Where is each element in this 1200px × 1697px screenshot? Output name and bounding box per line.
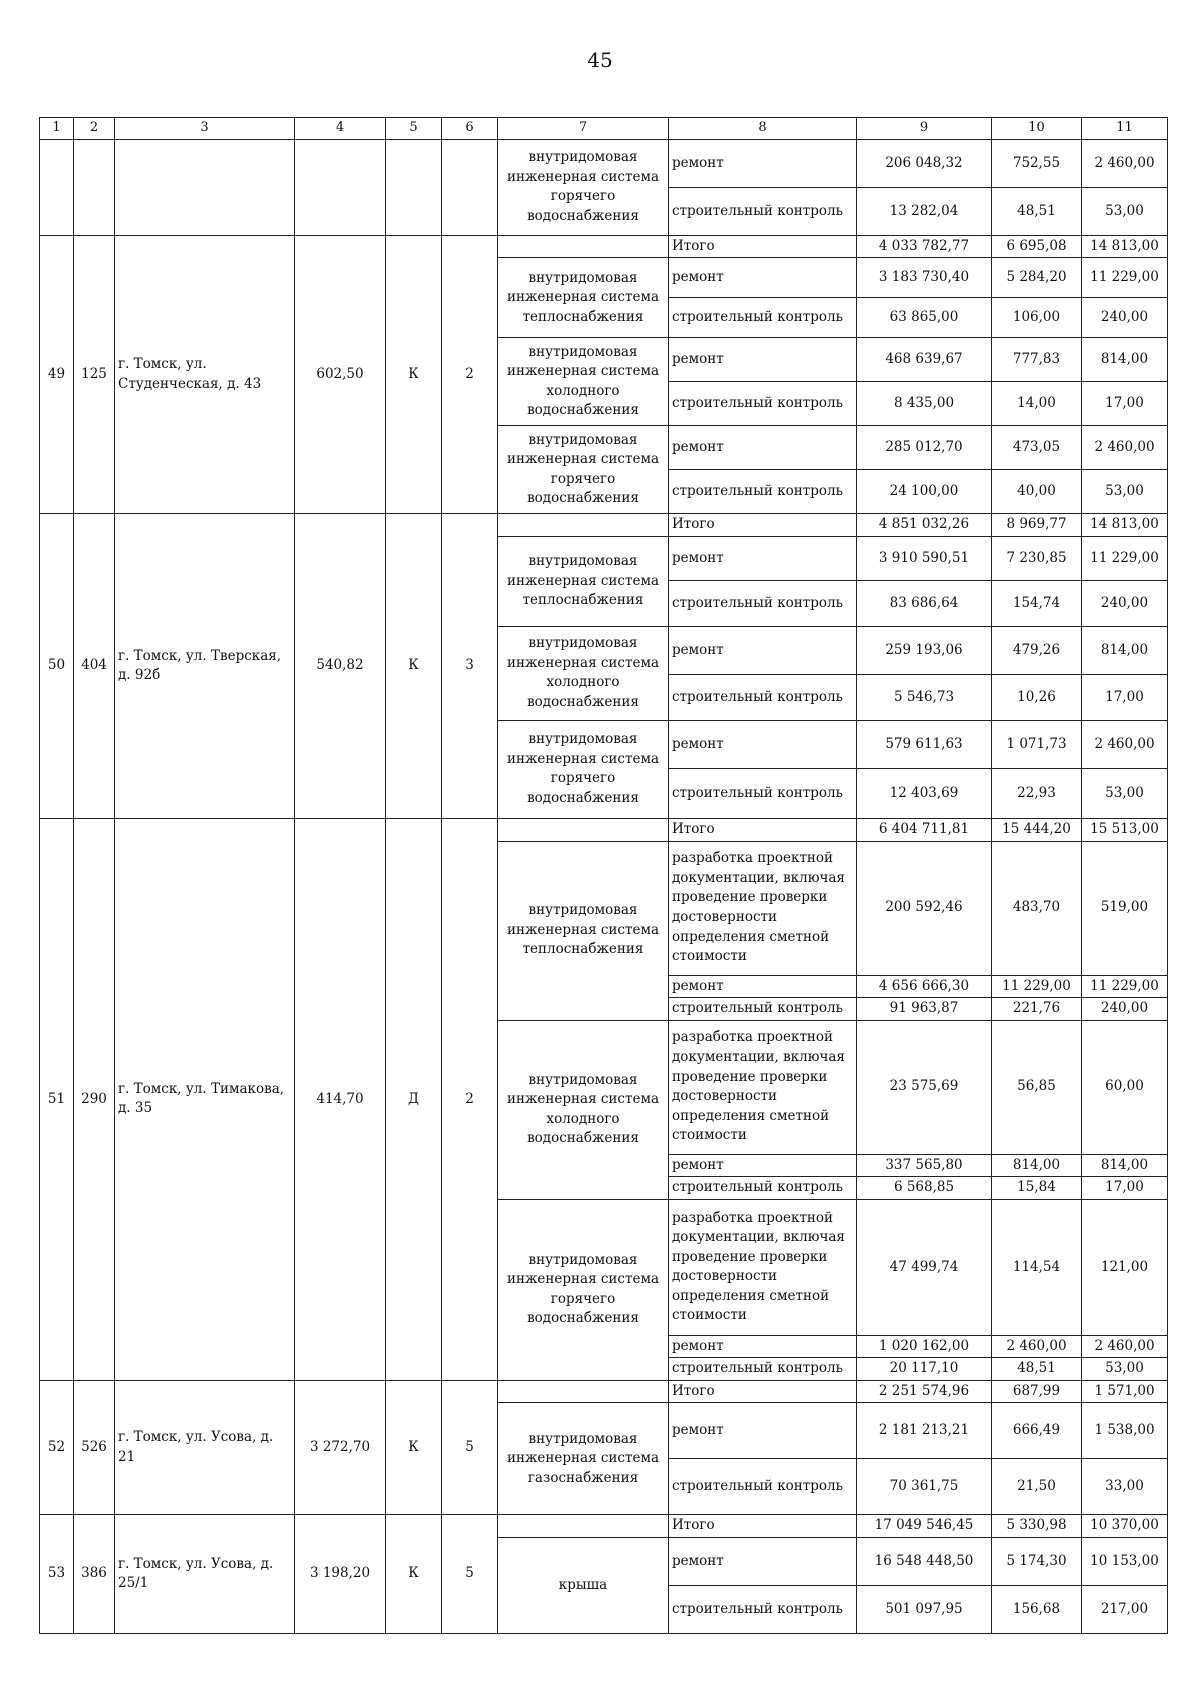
limit-cost-cell: 33,00 — [1082, 1459, 1168, 1515]
unit-cost-cell: 106,00 — [992, 298, 1082, 338]
house-code: 404 — [74, 514, 115, 819]
total-limit-cost: 1 571,00 — [1082, 1380, 1168, 1403]
total-unit-cost: 6 695,08 — [992, 235, 1082, 258]
limit-cost-cell: 10 153,00 — [1082, 1538, 1168, 1586]
cost-cell: 47 499,74 — [857, 1199, 992, 1335]
total-label: Итого — [669, 514, 857, 537]
house-type: К — [386, 514, 442, 819]
table-row — [40, 235, 1168, 258]
work-type: внутридомовая инженерная система теплоснабжения — [498, 258, 669, 338]
item-label: ремонт — [669, 258, 857, 298]
address: г. Томск, ул. Усова, д. 25/1 — [115, 1515, 295, 1634]
unit-cost-cell: 666,49 — [992, 1403, 1082, 1459]
column-header: 7 — [498, 118, 669, 140]
cost-cell: 5 546,73 — [857, 674, 992, 720]
unit-cost-cell: 2 460,00 — [992, 1335, 1082, 1358]
total-cost: 6 404 711,81 — [857, 818, 992, 841]
item-label: строительный контроль — [669, 298, 857, 338]
work-type: внутридомовая инженерная система горячего водоснабжения — [498, 426, 669, 514]
limit-cost-cell: 240,00 — [1082, 298, 1168, 338]
item-label: разработка проектной документации, включая проведение проверки достоверности определения сметной стоимости — [669, 1199, 857, 1335]
row-number: 52 — [40, 1380, 74, 1515]
area: 540,82 — [295, 514, 386, 819]
limit-cost-cell: 2 460,00 — [1082, 1335, 1168, 1358]
table-row — [40, 139, 1168, 187]
unit-cost-cell: 156,68 — [992, 1586, 1082, 1634]
address: г. Томск, ул. Студенческая, д. 43 — [115, 235, 295, 514]
cost-cell: 20 117,10 — [857, 1358, 992, 1381]
limit-cost-cell: 217,00 — [1082, 1586, 1168, 1634]
area: 414,70 — [295, 818, 386, 1380]
item-label: ремонт — [669, 536, 857, 580]
cost-cell: 23 575,69 — [857, 1020, 992, 1154]
total-limit-cost: 14 813,00 — [1082, 235, 1168, 258]
limit-cost-cell: 814,00 — [1082, 626, 1168, 674]
total-unit-cost: 687,99 — [992, 1380, 1082, 1403]
cost-cell: 579 611,63 — [857, 720, 992, 768]
unit-cost-cell: 814,00 — [992, 1154, 1082, 1177]
unit-cost-cell: 777,83 — [992, 338, 1082, 382]
unit-cost-cell: 48,51 — [992, 187, 1082, 235]
item-label: строительный контроль — [669, 1358, 857, 1381]
total-limit-cost: 15 513,00 — [1082, 818, 1168, 841]
limit-cost-cell: 17,00 — [1082, 674, 1168, 720]
limit-cost-cell: 2 460,00 — [1082, 139, 1168, 187]
unit-cost-cell: 21,50 — [992, 1459, 1082, 1515]
total-unit-cost: 5 330,98 — [992, 1515, 1082, 1538]
column-header: 8 — [669, 118, 857, 140]
item-label: разработка проектной документации, включая проведение проверки достоверности определения сметной стоимости — [669, 1020, 857, 1154]
cost-cell: 91 963,87 — [857, 998, 992, 1021]
total-label: Итого — [669, 1380, 857, 1403]
column-header: 6 — [442, 118, 498, 140]
house-type: К — [386, 235, 442, 514]
limit-cost-cell: 11 229,00 — [1082, 975, 1168, 998]
unit-cost-cell: 5 174,30 — [992, 1538, 1082, 1586]
total-cost: 2 251 574,96 — [857, 1380, 992, 1403]
row-number: 51 — [40, 818, 74, 1380]
cost-cell: 8 435,00 — [857, 382, 992, 426]
item-label: строительный контроль — [669, 187, 857, 235]
cost-cell: 83 686,64 — [857, 580, 992, 626]
row-number: 50 — [40, 514, 74, 819]
work-type: внутридомовая инженерная система газоснабжения — [498, 1403, 669, 1515]
cost-cell: 206 048,32 — [857, 139, 992, 187]
table-row — [40, 1515, 1168, 1538]
house-type: К — [386, 1515, 442, 1634]
unit-cost-cell: 22,93 — [992, 768, 1082, 818]
total-unit-cost: 15 444,20 — [992, 818, 1082, 841]
item-label: строительный контроль — [669, 580, 857, 626]
total-cost: 4 033 782,77 — [857, 235, 992, 258]
total-limit-cost: 14 813,00 — [1082, 514, 1168, 537]
work-type: внутридомовая инженерная система горячего водоснабжения — [498, 139, 669, 235]
unit-cost-cell: 114,54 — [992, 1199, 1082, 1335]
item-label: строительный контроль — [669, 1459, 857, 1515]
work-type: внутридомовая инженерная система горячего водоснабжения — [498, 720, 669, 818]
cost-cell: 70 361,75 — [857, 1459, 992, 1515]
column-header: 2 — [74, 118, 115, 140]
limit-cost-cell: 53,00 — [1082, 1358, 1168, 1381]
item-label: строительный контроль — [669, 674, 857, 720]
unit-cost-cell: 154,74 — [992, 580, 1082, 626]
total-label: Итого — [669, 235, 857, 258]
work-type: внутридомовая инженерная система теплоснабжения — [498, 536, 669, 626]
unit-cost-cell: 479,26 — [992, 626, 1082, 674]
house-code: 526 — [74, 1380, 115, 1515]
work-type: внутридомовая инженерная система горячего водоснабжения — [498, 1199, 669, 1380]
work-type: крыша — [498, 1538, 669, 1634]
cost-cell: 285 012,70 — [857, 426, 992, 470]
page-number: 45 — [587, 48, 613, 72]
work-type: внутридомовая инженерная система холодного водоснабжения — [498, 626, 669, 720]
item-label: строительный контроль — [669, 768, 857, 818]
limit-cost-cell: 60,00 — [1082, 1020, 1168, 1154]
house-code: 125 — [74, 235, 115, 514]
item-label: строительный контроль — [669, 470, 857, 514]
cost-cell: 24 100,00 — [857, 470, 992, 514]
floors: 2 — [442, 235, 498, 514]
total-cost: 17 049 546,45 — [857, 1515, 992, 1538]
total-unit-cost: 8 969,77 — [992, 514, 1082, 537]
unit-cost-cell: 14,00 — [992, 382, 1082, 426]
floors: 5 — [442, 1380, 498, 1515]
unit-cost-cell: 473,05 — [992, 426, 1082, 470]
table-row — [40, 818, 1168, 841]
area: 3 272,70 — [295, 1380, 386, 1515]
item-label: ремонт — [669, 975, 857, 998]
item-label: ремонт — [669, 1538, 857, 1586]
unit-cost-cell: 11 229,00 — [992, 975, 1082, 998]
unit-cost-cell: 5 284,20 — [992, 258, 1082, 298]
work-type: внутридомовая инженерная система теплоснабжения — [498, 841, 669, 1020]
house-type: Д — [386, 818, 442, 1380]
cost-cell: 1 020 162,00 — [857, 1335, 992, 1358]
house-type: К — [386, 1380, 442, 1515]
unit-cost-cell: 221,76 — [992, 998, 1082, 1021]
item-label: ремонт — [669, 626, 857, 674]
cost-cell: 3 910 590,51 — [857, 536, 992, 580]
item-label: ремонт — [669, 720, 857, 768]
cost-cell: 16 548 448,50 — [857, 1538, 992, 1586]
item-label: разработка проектной документации, включая проведение проверки достоверности определения сметной стоимости — [669, 841, 857, 975]
item-label: ремонт — [669, 338, 857, 382]
cost-cell: 468 639,67 — [857, 338, 992, 382]
column-header: 3 — [115, 118, 295, 140]
work-type: внутридомовая инженерная система холодного водоснабжения — [498, 1020, 669, 1199]
item-label: ремонт — [669, 1403, 857, 1459]
house-code: 386 — [74, 1515, 115, 1634]
limit-cost-cell: 53,00 — [1082, 768, 1168, 818]
cost-cell: 12 403,69 — [857, 768, 992, 818]
cost-cell: 13 282,04 — [857, 187, 992, 235]
address: г. Томск, ул. Тимакова, д. 35 — [115, 818, 295, 1380]
work-type: внутридомовая инженерная система холодного водоснабжения — [498, 338, 669, 426]
row-number: 49 — [40, 235, 74, 514]
item-label: строительный контроль — [669, 382, 857, 426]
item-label: ремонт — [669, 139, 857, 187]
limit-cost-cell: 814,00 — [1082, 338, 1168, 382]
limit-cost-cell: 17,00 — [1082, 382, 1168, 426]
address: г. Томск, ул. Усова, д. 21 — [115, 1380, 295, 1515]
unit-cost-cell: 1 071,73 — [992, 720, 1082, 768]
item-label: ремонт — [669, 1335, 857, 1358]
total-label: Итого — [669, 1515, 857, 1538]
column-header: 4 — [295, 118, 386, 140]
cost-cell: 4 656 666,30 — [857, 975, 992, 998]
unit-cost-cell: 10,26 — [992, 674, 1082, 720]
limit-cost-cell: 240,00 — [1082, 580, 1168, 626]
column-header: 9 — [857, 118, 992, 140]
unit-cost-cell: 40,00 — [992, 470, 1082, 514]
limit-cost-cell: 1 538,00 — [1082, 1403, 1168, 1459]
unit-cost-cell: 15,84 — [992, 1177, 1082, 1200]
floors: 2 — [442, 818, 498, 1380]
column-header: 10 — [992, 118, 1082, 140]
limit-cost-cell: 121,00 — [1082, 1199, 1168, 1335]
total-label: Итого — [669, 818, 857, 841]
column-header: 5 — [386, 118, 442, 140]
unit-cost-cell: 48,51 — [992, 1358, 1082, 1381]
floors: 5 — [442, 1515, 498, 1634]
column-header: 1 — [40, 118, 74, 140]
table-row — [40, 514, 1168, 537]
item-label: строительный контроль — [669, 998, 857, 1021]
limit-cost-cell: 11 229,00 — [1082, 536, 1168, 580]
cost-cell: 259 193,06 — [857, 626, 992, 674]
row-number: 53 — [40, 1515, 74, 1634]
unit-cost-cell: 483,70 — [992, 841, 1082, 975]
item-label: ремонт — [669, 1154, 857, 1177]
unit-cost-cell: 752,55 — [992, 139, 1082, 187]
item-label: строительный контроль — [669, 1177, 857, 1200]
cost-cell: 337 565,80 — [857, 1154, 992, 1177]
limit-cost-cell: 53,00 — [1082, 470, 1168, 514]
column-number-row — [40, 118, 1168, 140]
area: 3 198,20 — [295, 1515, 386, 1634]
unit-cost-cell: 7 230,85 — [992, 536, 1082, 580]
total-cost: 4 851 032,26 — [857, 514, 992, 537]
limit-cost-cell: 53,00 — [1082, 187, 1168, 235]
limit-cost-cell: 2 460,00 — [1082, 426, 1168, 470]
limit-cost-cell: 519,00 — [1082, 841, 1168, 975]
limit-cost-cell: 11 229,00 — [1082, 258, 1168, 298]
cost-cell: 63 865,00 — [857, 298, 992, 338]
cost-cell: 200 592,46 — [857, 841, 992, 975]
cost-cell: 2 181 213,21 — [857, 1403, 992, 1459]
limit-cost-cell: 814,00 — [1082, 1154, 1168, 1177]
unit-cost-cell: 56,85 — [992, 1020, 1082, 1154]
address: г. Томск, ул. Тверская, д. 92б — [115, 514, 295, 819]
house-code: 290 — [74, 818, 115, 1380]
limit-cost-cell: 240,00 — [1082, 998, 1168, 1021]
column-header: 11 — [1082, 118, 1168, 140]
cost-cell: 501 097,95 — [857, 1586, 992, 1634]
item-label: строительный контроль — [669, 1586, 857, 1634]
capital-repair-table — [39, 117, 1168, 1634]
limit-cost-cell: 2 460,00 — [1082, 720, 1168, 768]
cost-cell: 3 183 730,40 — [857, 258, 992, 298]
limit-cost-cell: 17,00 — [1082, 1177, 1168, 1200]
item-label: ремонт — [669, 426, 857, 470]
area: 602,50 — [295, 235, 386, 514]
table-row — [40, 1380, 1168, 1403]
floors: 3 — [442, 514, 498, 819]
total-limit-cost: 10 370,00 — [1082, 1515, 1168, 1538]
cost-cell: 6 568,85 — [857, 1177, 992, 1200]
